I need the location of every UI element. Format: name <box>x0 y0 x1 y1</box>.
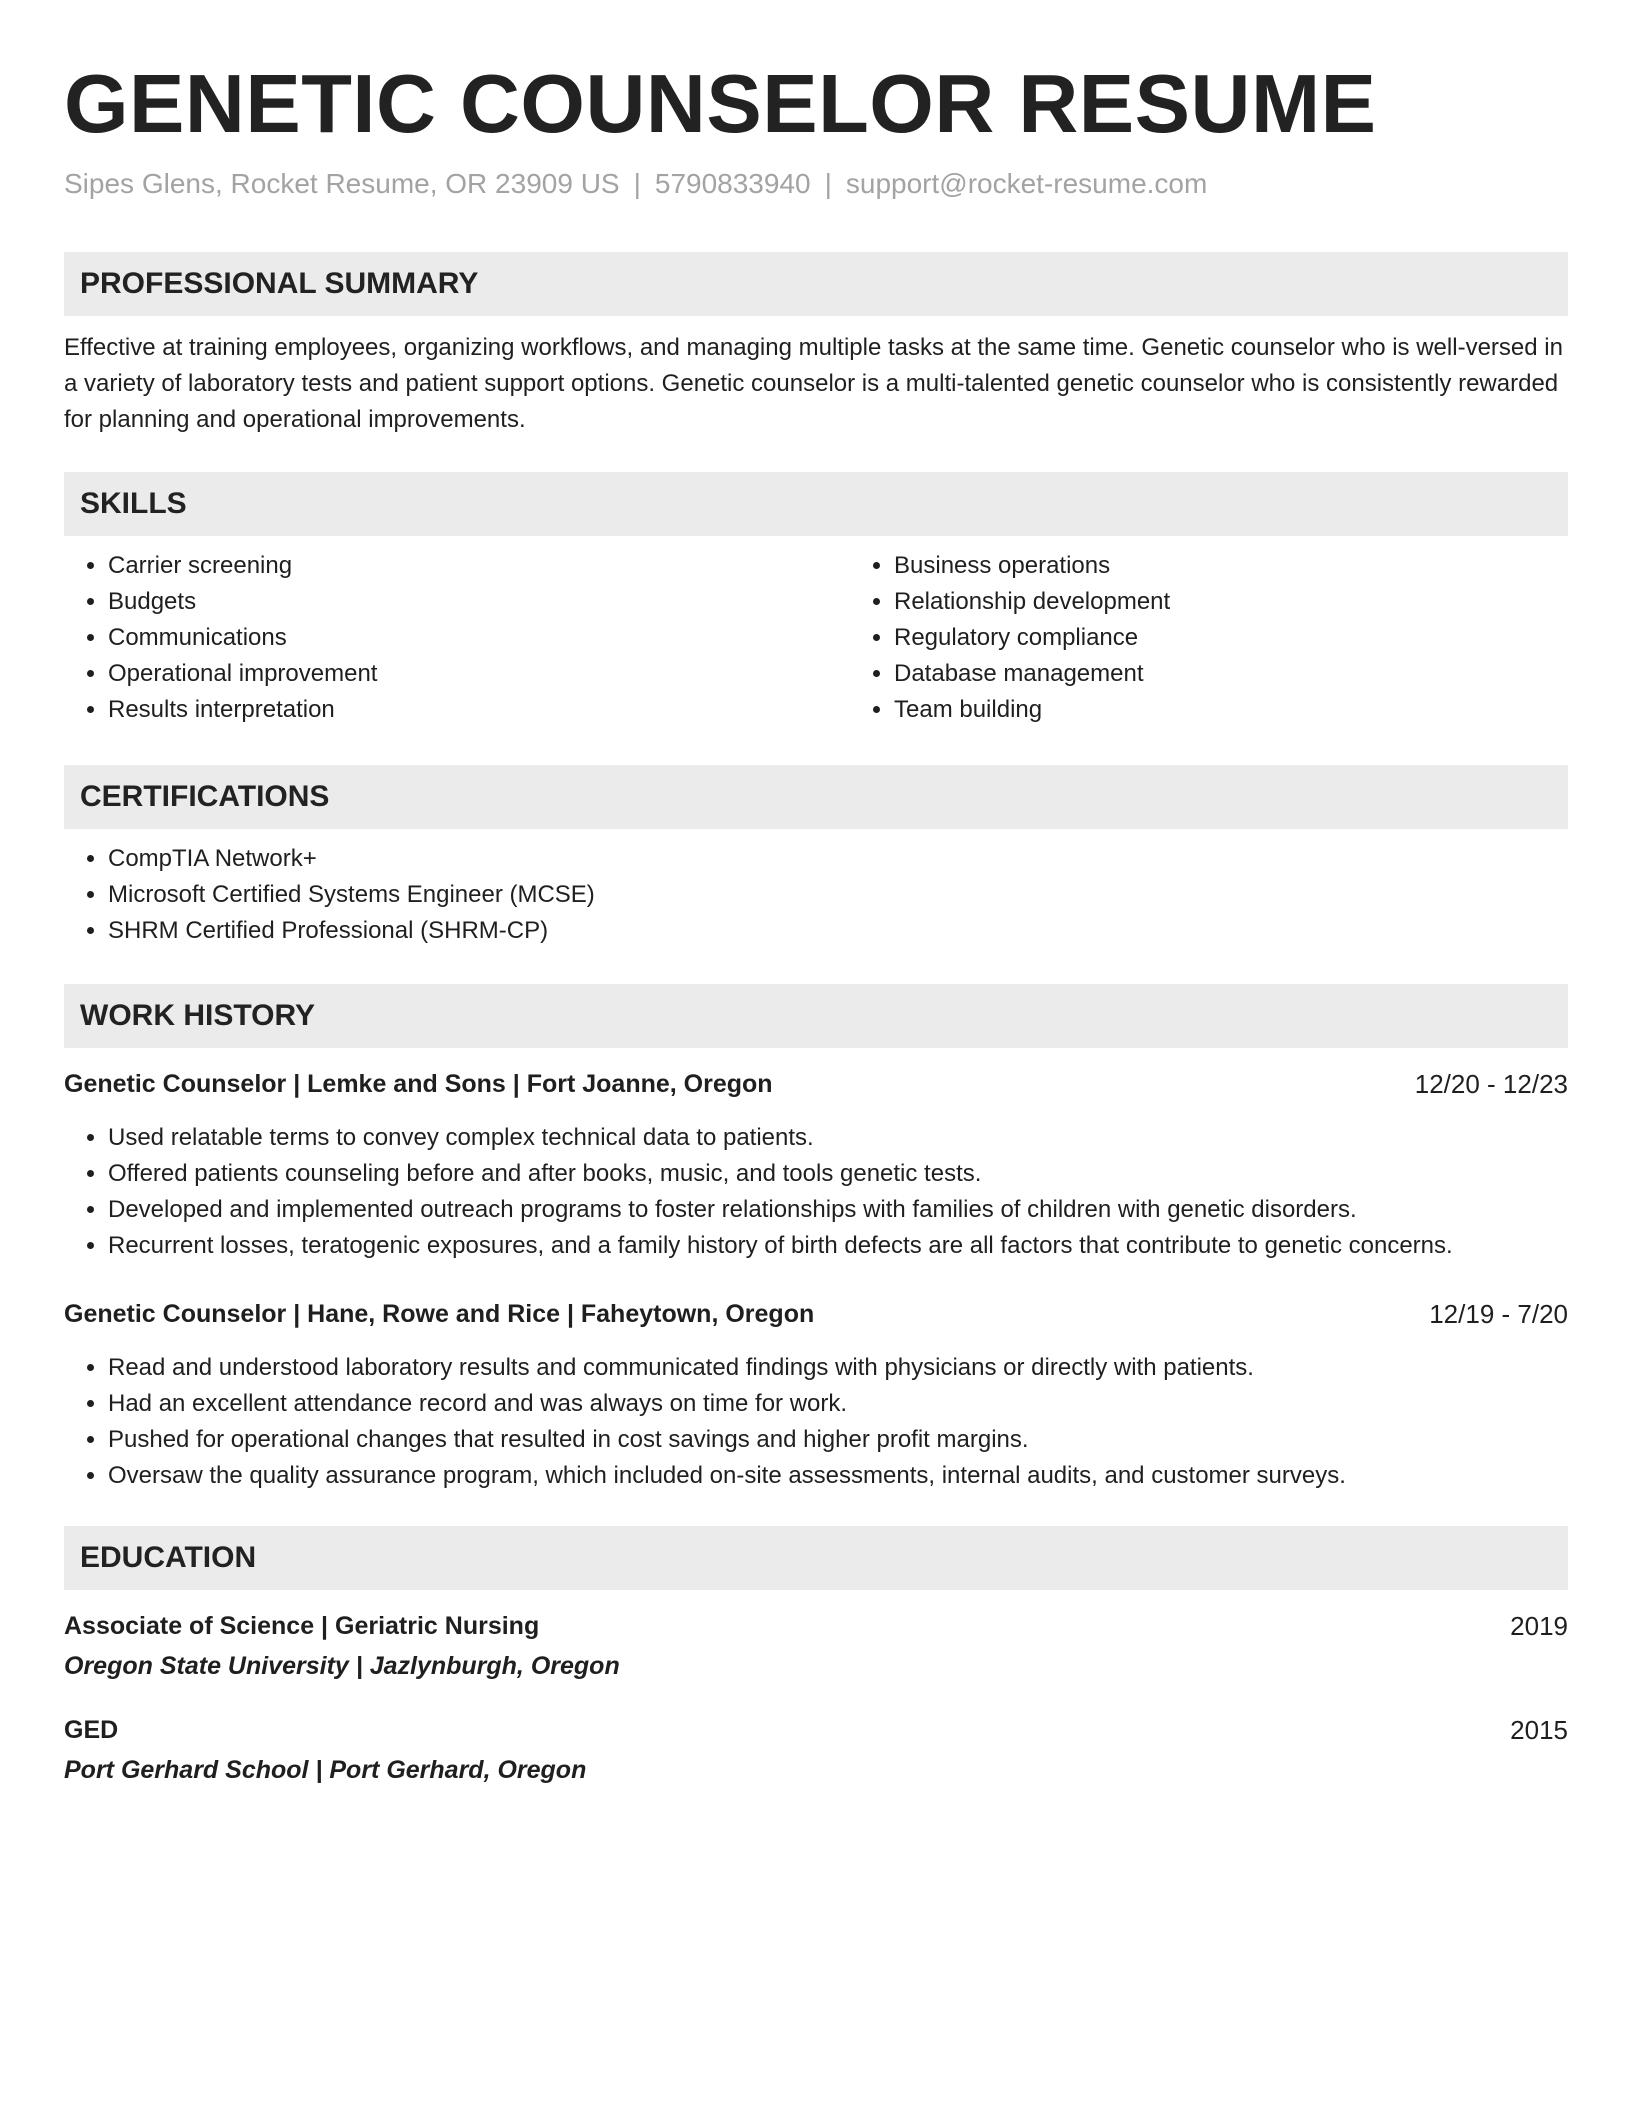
skill-item: • Operational improvement <box>108 656 850 692</box>
education-heading: EDUCATION <box>64 1526 1568 1590</box>
skills-grid <box>64 536 1568 728</box>
contact-address: Sipes Glens, Rocket Resume, OR 23909 US <box>64 168 620 199</box>
job-entry <box>64 1296 1568 1494</box>
job-bullet: • Oversaw the quality assurance program, which included on-site assessments, internal audits, and customer surveys. <box>108 1458 1568 1494</box>
certification-item: • CompTIA Network+ <box>108 841 1568 877</box>
skill-item: • Business operations <box>894 548 1632 584</box>
education-section <box>64 1526 1568 1788</box>
skill-item: • Budgets <box>108 584 850 620</box>
job-title: Genetic Counselor | Hane, Rowe and Rice | Faheytown, Oregon <box>64 1300 815 1328</box>
job-entry <box>64 1066 1568 1264</box>
job-dates: 12/19 - 7/20 <box>1429 1299 1568 1329</box>
skills-heading: SKILLS <box>64 472 1568 536</box>
education-degree: GED <box>64 1716 119 1744</box>
skill-item: • Results interpretation <box>108 692 850 728</box>
education-school: Oregon State University | Jazlynburgh, Oregon <box>64 1652 620 1680</box>
skill-item: • Communications <box>108 620 850 656</box>
education-year: 2015 <box>1510 1715 1568 1745</box>
education-school: Port Gerhard School | Port Gerhard, Oregon <box>64 1756 587 1784</box>
skills-section <box>64 472 1568 728</box>
contact-separator: | <box>824 168 832 199</box>
contact-separator: | <box>633 168 641 199</box>
job-bullets <box>64 1350 1568 1494</box>
job-bullet: • Read and understood laboratory results and communicated findings with physicians or directly with patients. <box>108 1350 1568 1386</box>
job-header <box>64 1066 1568 1102</box>
education-header <box>64 1712 1568 1748</box>
resume-title: GENETIC COUNSELOR RESUME <box>64 57 1377 150</box>
summary-heading: PROFESSIONAL SUMMARY <box>64 252 1568 316</box>
summary-text: Effective at training employees, organizing workflows, and managing multiple tasks at the same time. Genetic counselor who is well-versed in a variety of laboratory tests and patient support options. Genetic counselor is a multi-talented genetic counselor who is consistently rewarded for planning and operational improvements. <box>64 334 1563 433</box>
work-history-heading: WORK HISTORY <box>64 984 1568 1048</box>
job-bullet: • Recurrent losses, teratogenic exposures, and a family history of birth defects are all factors that contribute to genetic concerns. <box>108 1228 1568 1264</box>
job-bullet: • Offered patients counseling before and after books, music, and tools genetic tests. <box>108 1156 1568 1192</box>
resume-page <box>64 0 1568 1784</box>
work-history-section <box>64 984 1568 1494</box>
certifications-heading: CERTIFICATIONS <box>64 765 1568 829</box>
education-entry <box>64 1712 1568 1788</box>
job-bullet: • Used relatable terms to convey complex technical data to patients. <box>108 1120 1568 1156</box>
job-bullets <box>64 1120 1568 1264</box>
contact-phone: 5790833940 <box>654 168 811 199</box>
education-degree: Associate of Science | Geriatric Nursing <box>64 1612 540 1640</box>
education-header <box>64 1608 1568 1644</box>
education-year: 2019 <box>1510 1611 1568 1641</box>
job-bullet: • Developed and implemented outreach programs to foster relationships with families of children with genetic disorders. <box>108 1192 1568 1228</box>
contact-email: support@rocket-resume.com <box>845 168 1208 199</box>
certification-item: • SHRM Certified Professional (SHRM-CP) <box>108 913 1568 949</box>
skill-item: • Team building <box>894 692 1632 728</box>
certifications-list <box>64 841 1568 949</box>
skill-item: • Carrier screening <box>108 548 850 584</box>
certifications-section <box>64 765 1568 949</box>
skill-item: • Regulatory compliance <box>894 620 1632 656</box>
summary-section <box>64 252 1568 438</box>
skill-item: • Relationship development <box>894 584 1632 620</box>
skill-item: • Database management <box>894 656 1632 692</box>
job-title: Genetic Counselor | Lemke and Sons | Fort Joanne, Oregon <box>64 1070 773 1098</box>
job-header <box>64 1296 1568 1332</box>
job-bullet: • Had an excellent attendance record and was always on time for work. <box>108 1386 1568 1422</box>
job-bullet: • Pushed for operational changes that resulted in cost savings and higher profit margins. <box>108 1422 1568 1458</box>
skills-list-right <box>850 548 1632 728</box>
contact-line <box>64 166 1568 202</box>
certification-item: • Microsoft Certified Systems Engineer (MCSE) <box>108 877 1568 913</box>
education-entry <box>64 1608 1568 1684</box>
skills-list-left <box>64 548 850 728</box>
job-dates: 12/20 - 12/23 <box>1414 1069 1568 1099</box>
